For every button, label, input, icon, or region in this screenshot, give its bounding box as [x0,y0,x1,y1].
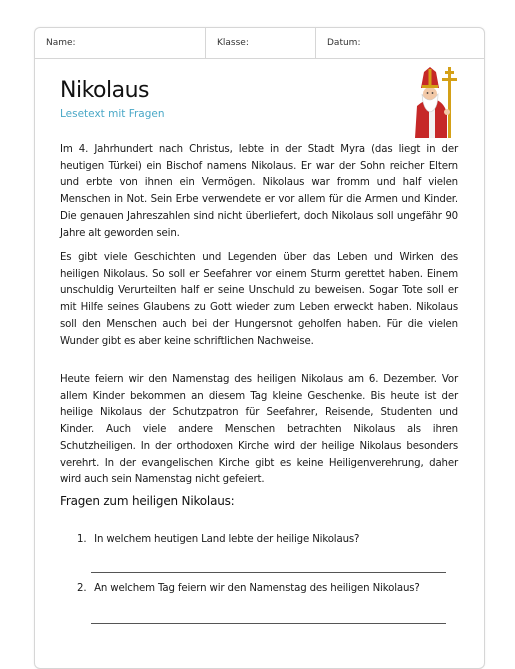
answer-line-2[interactable] [91,623,446,624]
page-title: Nikolaus [60,78,149,103]
paragraph-2: Es gibt viele Geschichten und Legenden über das Leben und Wirken des heiligen Nikolaus. So soll er Seefahrer vor einem Sturm gerettet haben. Einem unschuldig Verurteilten half er seine Unschuld zu beweisen. Sogar Tote soll er mit Hilfe seines Glaubens zu Gott wieder zum Leben erweckt haben. Nikolaus soll den Menschen auch bei der Hungersnot geholfen haben. Für die vielen Wunder gibt es aber keine schriftlichen Nachweise. [60,252,458,347]
questions-heading: Fragen zum heiligen Nikolaus: [60,494,235,508]
date-field[interactable] [316,28,484,58]
name-field[interactable] [35,28,206,58]
class-label: Klasse: [217,38,249,48]
paragraph-1: Im 4. Jahrhundert nach Christus, lebte in der Stadt Myra (das liegt in der heutigen Türkei) ein Bischof namens Nikolaus. Er war der Sohn reicher Eltern und erbte von ihnen ein Vermögen. Nikolaus war fromm und half vielen Menschen in Not. Sein Erbe verwendete er vor allem für die Armen und Kinder. Die genauen Jahreszahlen sind nicht überliefert, doch Nikolaus soll ungefähr 90 Jahre alt geworden sein. [60,144,458,239]
answer-line-1[interactable] [91,572,446,573]
name-label: Name: [46,38,76,48]
paragraph-3: Heute feiern wir den Namenstag des heiligen Nikolaus am 6. Dezember. Vor allem Kinder bekommen an diesem Tag kleine Geschenke. Bis heute ist der heilige Nikolaus der Schutzpatron für Seefahrer, Reisende, Studenten und Kinder. Auch viele andere Menschen betrachten Nikolaus als ihren Schutzheiligen. In der orthodoxen Kirche wird der heilige Nikolaus besonders verehrt. In der evangelischen Kirche gibt es keine Heiligenverehrung, daher wird auch sein Namenstag nicht gefeiert. [60,374,458,486]
class-field[interactable] [206,28,316,58]
worksheet-page [34,27,485,669]
question-1 [77,534,359,545]
question-number: 1. [77,534,87,545]
question-text: In welchem heutigen Land lebte der heilige Nikolaus? [94,534,360,545]
question-number: 2. [77,583,87,594]
question-text: An welchem Tag feiern wir den Namenstag des heiligen Nikolaus? [94,583,420,594]
saint-nicholas-icon [407,66,463,140]
question-2 [77,583,420,594]
date-label: Datum: [327,38,361,48]
page-subtitle: Lesetext mit Fragen [60,108,165,120]
header-fields [35,28,484,59]
